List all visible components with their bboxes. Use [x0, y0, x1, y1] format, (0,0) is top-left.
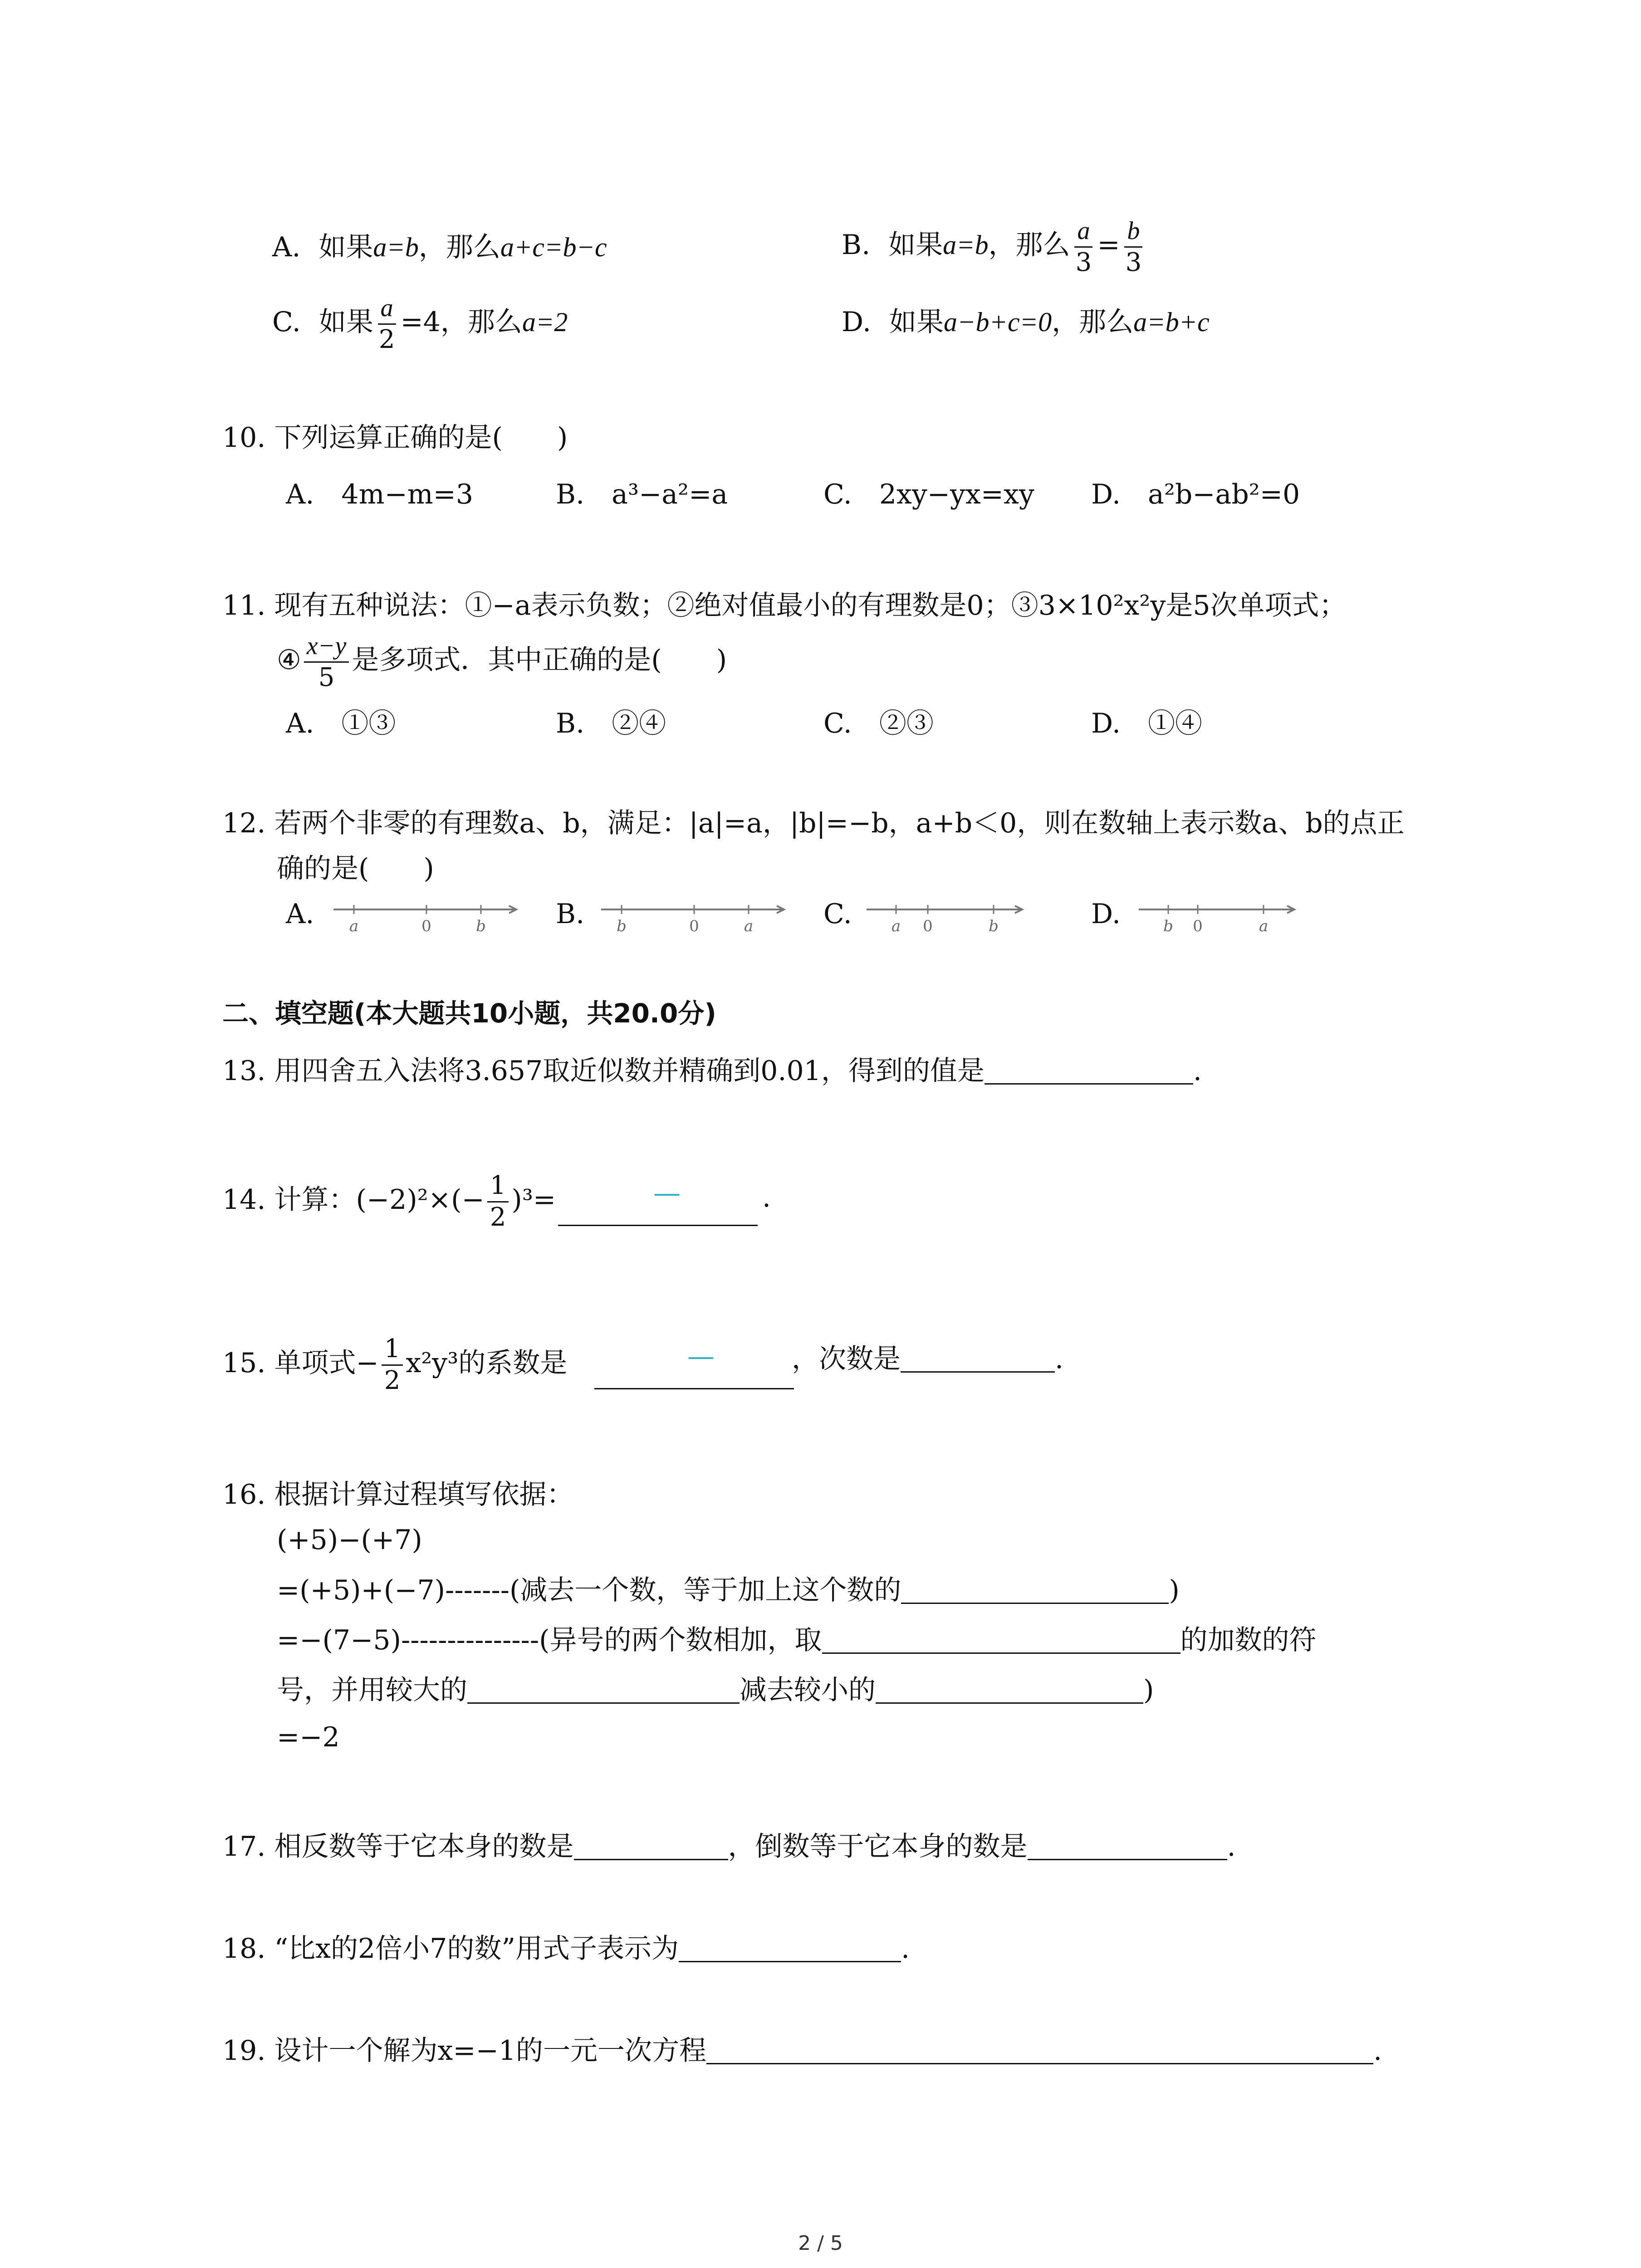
page-number: 2 / 5 — [798, 2232, 843, 2255]
q11-option-a: A. ①③ — [286, 708, 396, 739]
tick-label: a — [1259, 917, 1269, 935]
q9-option-b: B. 如果a=b，那么 $\frac{a}{3}$ = $\frac{b}{3}$ — [842, 218, 1147, 276]
fraction: $\frac{a}{2}$ — [376, 295, 398, 353]
tick-label: b — [617, 917, 627, 935]
tick-label: a — [349, 917, 359, 935]
q12-stem-line1: 12. 若两个非零的有理数a、b，满足：|a|=a，|b|=−b，a+b＜0，则在数轴上表示数a、b的点正 — [222, 807, 1405, 839]
q15-second: ，次数是 . — [792, 1343, 1064, 1375]
tick-label: 0 — [421, 917, 431, 935]
answer-blank[interactable] — [901, 1345, 1055, 1373]
answer-blank[interactable] — [985, 1057, 1193, 1085]
tick-label: a — [744, 917, 754, 935]
number-line-a — [331, 900, 522, 937]
number-line-b — [599, 900, 789, 937]
q16-line4: 号，并用较大的 减去较小的 ) — [277, 1674, 1154, 1706]
q12-option-b-label: B. — [556, 898, 585, 930]
answer-blank[interactable] — [679, 1935, 901, 1962]
q12-option-c-label: C. — [823, 898, 852, 930]
q12-stem-line2: 确的是( ) — [277, 853, 434, 885]
answer-blank[interactable] — [574, 1833, 728, 1860]
q9-option-a: A. 如果a=b，那么a+c=b−c — [272, 231, 607, 263]
fraction: $\frac{1}{2}$ — [487, 1173, 509, 1231]
answer-blank[interactable] — [876, 1676, 1143, 1704]
q14: 14. 计算：(−2)²×(− $\frac{1}{2}$ )³= — [222, 1171, 556, 1232]
answer-placeholder-dash: — — [687, 1340, 715, 1372]
q10-option-d: D. a²b−ab²=0 — [1091, 479, 1300, 510]
tick-label: b — [476, 917, 486, 935]
number-line-c — [864, 900, 1028, 937]
tick-label: a — [891, 917, 901, 935]
q11-option-d: D. ①④ — [1091, 708, 1203, 739]
section-title: 二、填空题(本大题共10小题，共20.0分) — [222, 998, 716, 1029]
q10-option-c: C. 2xy−yx=xy — [823, 479, 1034, 510]
q16-line3: =−(7−5)---------------(异号的两个数相加，取 的加数的符 — [277, 1624, 1317, 1656]
q13: 13. 用四舍五入法将3.657取近似数并精确到0.01，得到的值是 . — [222, 1055, 1202, 1087]
q16-line2: =(+5)+(−7)-------(减去一个数，等于加上这个数的 ) — [277, 1574, 1180, 1606]
q11-option-c: C. ②③ — [823, 708, 934, 739]
q17: 17. 相反数等于它本身的数是 ，倒数等于它本身的数是 . — [222, 1831, 1236, 1862]
q12-option-d-label: D. — [1091, 898, 1121, 930]
q19: 19. 设计一个解为x=−1的一元一次方程 . — [222, 2035, 1382, 2067]
answer-blank[interactable] — [558, 1225, 758, 1226]
answer-blank[interactable] — [822, 1626, 1181, 1654]
q9-option-d: D. 如果a−b+c=0，那么a=b+c — [842, 306, 1210, 338]
q11-stem-line2: ④ $\frac{x-y}{5}$ 是多项式．其中正确的是( ) — [277, 632, 727, 692]
answer-blank[interactable] — [1028, 1833, 1227, 1860]
q11-stem-line1: 11. 现有五种说法：①−a表示负数；②绝对值最小的有理数是0；③3×10²x²y是5次单项式； — [222, 590, 1347, 621]
answer-blank[interactable] — [467, 1676, 740, 1704]
q16-line1: (+5)−(+7) — [277, 1524, 422, 1556]
q14-end: . — [762, 1182, 771, 1213]
q15: 15. 单项式− $\frac{1}{2}$ x²y³的系数是 — [222, 1334, 568, 1395]
q16-stem: 16. 根据计算过程填写依据： — [222, 1479, 574, 1510]
q10-option-b: B. a³−a²=a — [556, 479, 728, 510]
q10-stem: 10. 下列运算正确的是( ) — [222, 422, 568, 454]
answer-blank[interactable] — [594, 1388, 794, 1389]
q12-option-a-label: A. — [286, 898, 314, 930]
q10-option-a: A. 4m−m=3 — [286, 479, 474, 510]
q11-option-b: B. ②④ — [556, 708, 666, 739]
answer-placeholder-dash: — — [653, 1177, 681, 1209]
tick-label: 0 — [1193, 917, 1203, 935]
q9-option-c: C. 如果 $\frac{a}{2}$ =4，那么a=2 — [272, 294, 568, 354]
fraction: $\frac{b}{3}$ — [1123, 218, 1145, 276]
q18: 18. “比x的2倍小7的数”用式子表示为 . — [222, 1933, 910, 1965]
tick-label: b — [1163, 917, 1173, 935]
tick-label: 0 — [923, 917, 933, 935]
fraction: $\frac{x-y}{5}$ — [304, 633, 349, 691]
fraction: $\frac{a}{3}$ — [1073, 218, 1095, 276]
tick-label: b — [989, 917, 999, 935]
tick-label: 0 — [689, 917, 699, 935]
q16-line5: =−2 — [277, 1721, 340, 1753]
answer-blank[interactable] — [901, 1576, 1169, 1604]
fraction: $\frac{1}{2}$ — [382, 1336, 403, 1394]
number-line-d — [1136, 900, 1300, 937]
answer-blank[interactable] — [706, 2037, 1373, 2064]
